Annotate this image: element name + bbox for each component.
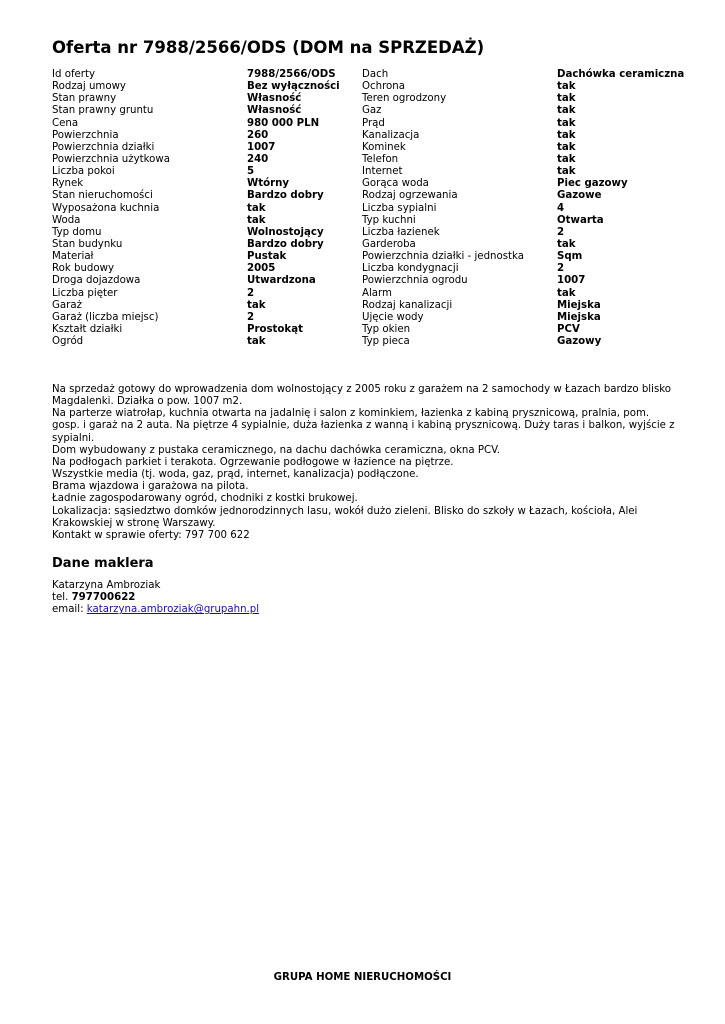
agent-info xyxy=(52,580,259,616)
detail-value: Prostokąt xyxy=(247,323,303,335)
detail-value: Dachówka ceramiczna xyxy=(557,69,685,80)
detail-value: tak xyxy=(557,166,576,178)
left-labels-column xyxy=(52,69,170,348)
description-paragraph: Brama wjazdowa i garażowa na pilota. xyxy=(52,481,249,493)
detail-value: 5 xyxy=(247,166,255,178)
detail-value: 2005 xyxy=(247,263,276,275)
detail-label: Stan prawny gruntu xyxy=(52,105,154,117)
detail-label: Teren ogrodzony xyxy=(362,93,447,105)
detail-label: Typ okien xyxy=(362,323,411,335)
detail-label: Droga dojazdowa xyxy=(52,275,141,287)
detail-value: Miejska xyxy=(557,311,601,323)
offer-description xyxy=(52,384,677,542)
agent-phone-label: tel. xyxy=(52,592,72,604)
detail-label: Typ pieca xyxy=(362,336,410,348)
detail-value: tak xyxy=(247,299,266,311)
detail-label: Typ domu xyxy=(52,226,102,238)
detail-value: Wolnostojący xyxy=(247,226,324,238)
detail-label: Rynek xyxy=(52,178,84,190)
detail-label: Powierzchnia xyxy=(52,129,119,141)
detail-value: 1007 xyxy=(247,141,276,153)
detail-label: Dach xyxy=(362,69,389,80)
detail-value: Gazowe xyxy=(557,190,602,202)
detail-label: Garaż (liczba miejsc) xyxy=(52,311,159,323)
detail-label: Rodzaj kanalizacji xyxy=(362,299,453,311)
detail-value: Własność xyxy=(247,93,302,105)
detail-label: Kształt działki xyxy=(52,323,123,335)
detail-value: Bez wyłączności xyxy=(247,81,340,93)
detail-value: PCV xyxy=(557,323,580,335)
detail-label: Garderoba xyxy=(362,238,416,250)
detail-label: Telefon xyxy=(362,153,399,165)
detail-label: Stan budynku xyxy=(52,238,123,250)
detail-label: Internet xyxy=(362,166,403,178)
detail-value: Miejska xyxy=(557,299,601,311)
detail-value: tak xyxy=(557,287,576,299)
detail-value: Bardzo dobry xyxy=(247,190,324,202)
detail-value: Pustak xyxy=(247,251,287,263)
left-values-column xyxy=(247,69,340,348)
detail-value: 7988/2566/ODS xyxy=(247,69,336,80)
detail-value: 2 xyxy=(557,263,565,275)
footer-company: GRUPA HOME NIERUCHOMOŚCI xyxy=(273,972,452,983)
detail-value: tak xyxy=(557,105,576,117)
detail-value: Otwarta xyxy=(557,214,604,226)
detail-label: Powierzchnia użytkowa xyxy=(52,153,170,165)
detail-label: Gaz xyxy=(362,105,382,117)
detail-label: Gorąca woda xyxy=(362,178,429,190)
detail-label: Prąd xyxy=(362,117,385,129)
agent-phone-line xyxy=(52,592,259,604)
detail-label: Stan prawny xyxy=(52,93,117,105)
description-paragraph: Na sprzedaż gotowy do wprowadzenia dom wolnostojący z 2005 roku z garażem na 2 samochody w Łazach bardzo blisko Magdalenki. Działka o pow. 1007 m2. xyxy=(52,384,672,408)
detail-label: Liczba łazienek xyxy=(362,226,440,238)
detail-value: 980 000 PLN xyxy=(247,117,320,129)
detail-label: Materiał xyxy=(52,251,94,263)
detail-value: tak xyxy=(557,238,576,250)
detail-value: 240 xyxy=(247,153,269,165)
detail-label: Typ kuchni xyxy=(362,214,416,226)
detail-label: Liczba sypialni xyxy=(362,202,437,214)
detail-label: Kanalizacja xyxy=(362,129,420,141)
detail-label: Powierzchnia działki - jednostka xyxy=(362,251,524,263)
detail-value: 260 xyxy=(247,129,269,141)
detail-value: Piec gazowy xyxy=(557,178,628,190)
detail-value: Sqm xyxy=(557,251,583,263)
detail-value: tak xyxy=(247,214,266,226)
detail-label: Ochrona xyxy=(362,81,405,93)
detail-value: tak xyxy=(557,117,576,129)
detail-label: Cena xyxy=(52,117,79,129)
detail-value: tak xyxy=(557,129,576,141)
agent-heading: Dane maklera xyxy=(52,556,154,571)
description-paragraph: Ładnie zagospodarowany ogród, chodniki z kostki brukowej. xyxy=(52,493,358,505)
detail-value: Wtórny xyxy=(247,178,290,190)
agent-email-line xyxy=(52,604,259,616)
detail-value: tak xyxy=(557,81,576,93)
description-paragraph: Dom wybudowany z pustaka ceramicznego, na dachu dachówka ceramiczna, okna PCV. xyxy=(52,444,501,456)
right-labels-column xyxy=(362,69,524,348)
detail-label: Id oferty xyxy=(52,69,96,80)
agent-email-label: email: xyxy=(52,604,87,616)
detail-value: Bardzo dobry xyxy=(247,238,324,250)
detail-label: Rok budowy xyxy=(52,263,114,275)
detail-value: 2 xyxy=(247,287,255,299)
detail-label: Garaż xyxy=(52,299,82,311)
detail-value: tak xyxy=(247,202,266,214)
detail-label: Rodzaj ogrzewania xyxy=(362,190,458,202)
detail-label: Wyposażona kuchnia xyxy=(52,202,160,214)
description-paragraph: Na podłogach parkiet i terakota. Ogrzewanie podłogowe w łazience na piętrze. xyxy=(52,456,454,468)
agent-name: Katarzyna Ambroziak xyxy=(52,580,161,591)
detail-value: Utwardzona xyxy=(247,275,316,287)
detail-label: Powierzchnia ogrodu xyxy=(362,275,468,287)
detail-label: Ogród xyxy=(52,336,84,348)
description-paragraph: Na parterze wiatrołap, kuchnia otwarta na jadalnię i salon z kominkiem, łazienka z kabiną prysznicową, pralnia, pom. gosp. i garaż na 2 auta. Na piętrze 4 sypialnie, duża łazienka z wanną i kabiną prysznicową. Duży taras i balkon, wyjście z sypialni. xyxy=(52,408,675,444)
detail-label: Ujęcie wody xyxy=(362,311,424,323)
right-values-column xyxy=(557,69,684,348)
agent-phone: 797700622 xyxy=(71,592,136,604)
detail-value: 4 xyxy=(557,202,565,214)
detail-value: 2 xyxy=(247,311,255,323)
detail-label: Kominek xyxy=(362,141,406,153)
agent-email-link[interactable]: katarzyna.ambroziak@grupahn.pl xyxy=(86,604,260,616)
detail-label: Stan nieruchomości xyxy=(52,190,153,202)
detail-value: Własność xyxy=(247,105,302,117)
detail-value: 2 xyxy=(557,226,565,238)
detail-label: Rodzaj umowy xyxy=(52,81,126,93)
detail-value: tak xyxy=(557,141,576,153)
detail-value: Gazowy xyxy=(557,336,602,348)
description-paragraph: Wszystkie media (tj. woda, gaz, prąd, internet, kanalizacja) podłączone. xyxy=(52,469,419,481)
page-title: Oferta nr 7988/2566/ODS (DOM na SPRZEDAŻ) xyxy=(52,38,485,57)
detail-value: 1007 xyxy=(557,275,586,287)
detail-label: Liczba kondygnacji xyxy=(362,263,459,275)
detail-value: tak xyxy=(557,153,576,165)
detail-label: Powierzchnia działki xyxy=(52,141,155,153)
detail-value: tak xyxy=(557,93,576,105)
description-paragraph: Kontakt w sprawie oferty: 797 700 622 xyxy=(52,529,250,541)
detail-label: Liczba pięter xyxy=(52,287,118,299)
detail-label: Woda xyxy=(52,214,81,226)
detail-label: Liczba pokoi xyxy=(52,166,115,178)
detail-value: tak xyxy=(247,336,266,348)
description-paragraph: Lokalizacja: sąsiedztwo domków jednorodzinnych lasu, wokół dużo zieleni. Blisko do szkoły w Łazach, kościoła, Alei Krakowskiej w stronę Warszawy. xyxy=(52,505,638,529)
detail-label: Alarm xyxy=(362,287,392,299)
